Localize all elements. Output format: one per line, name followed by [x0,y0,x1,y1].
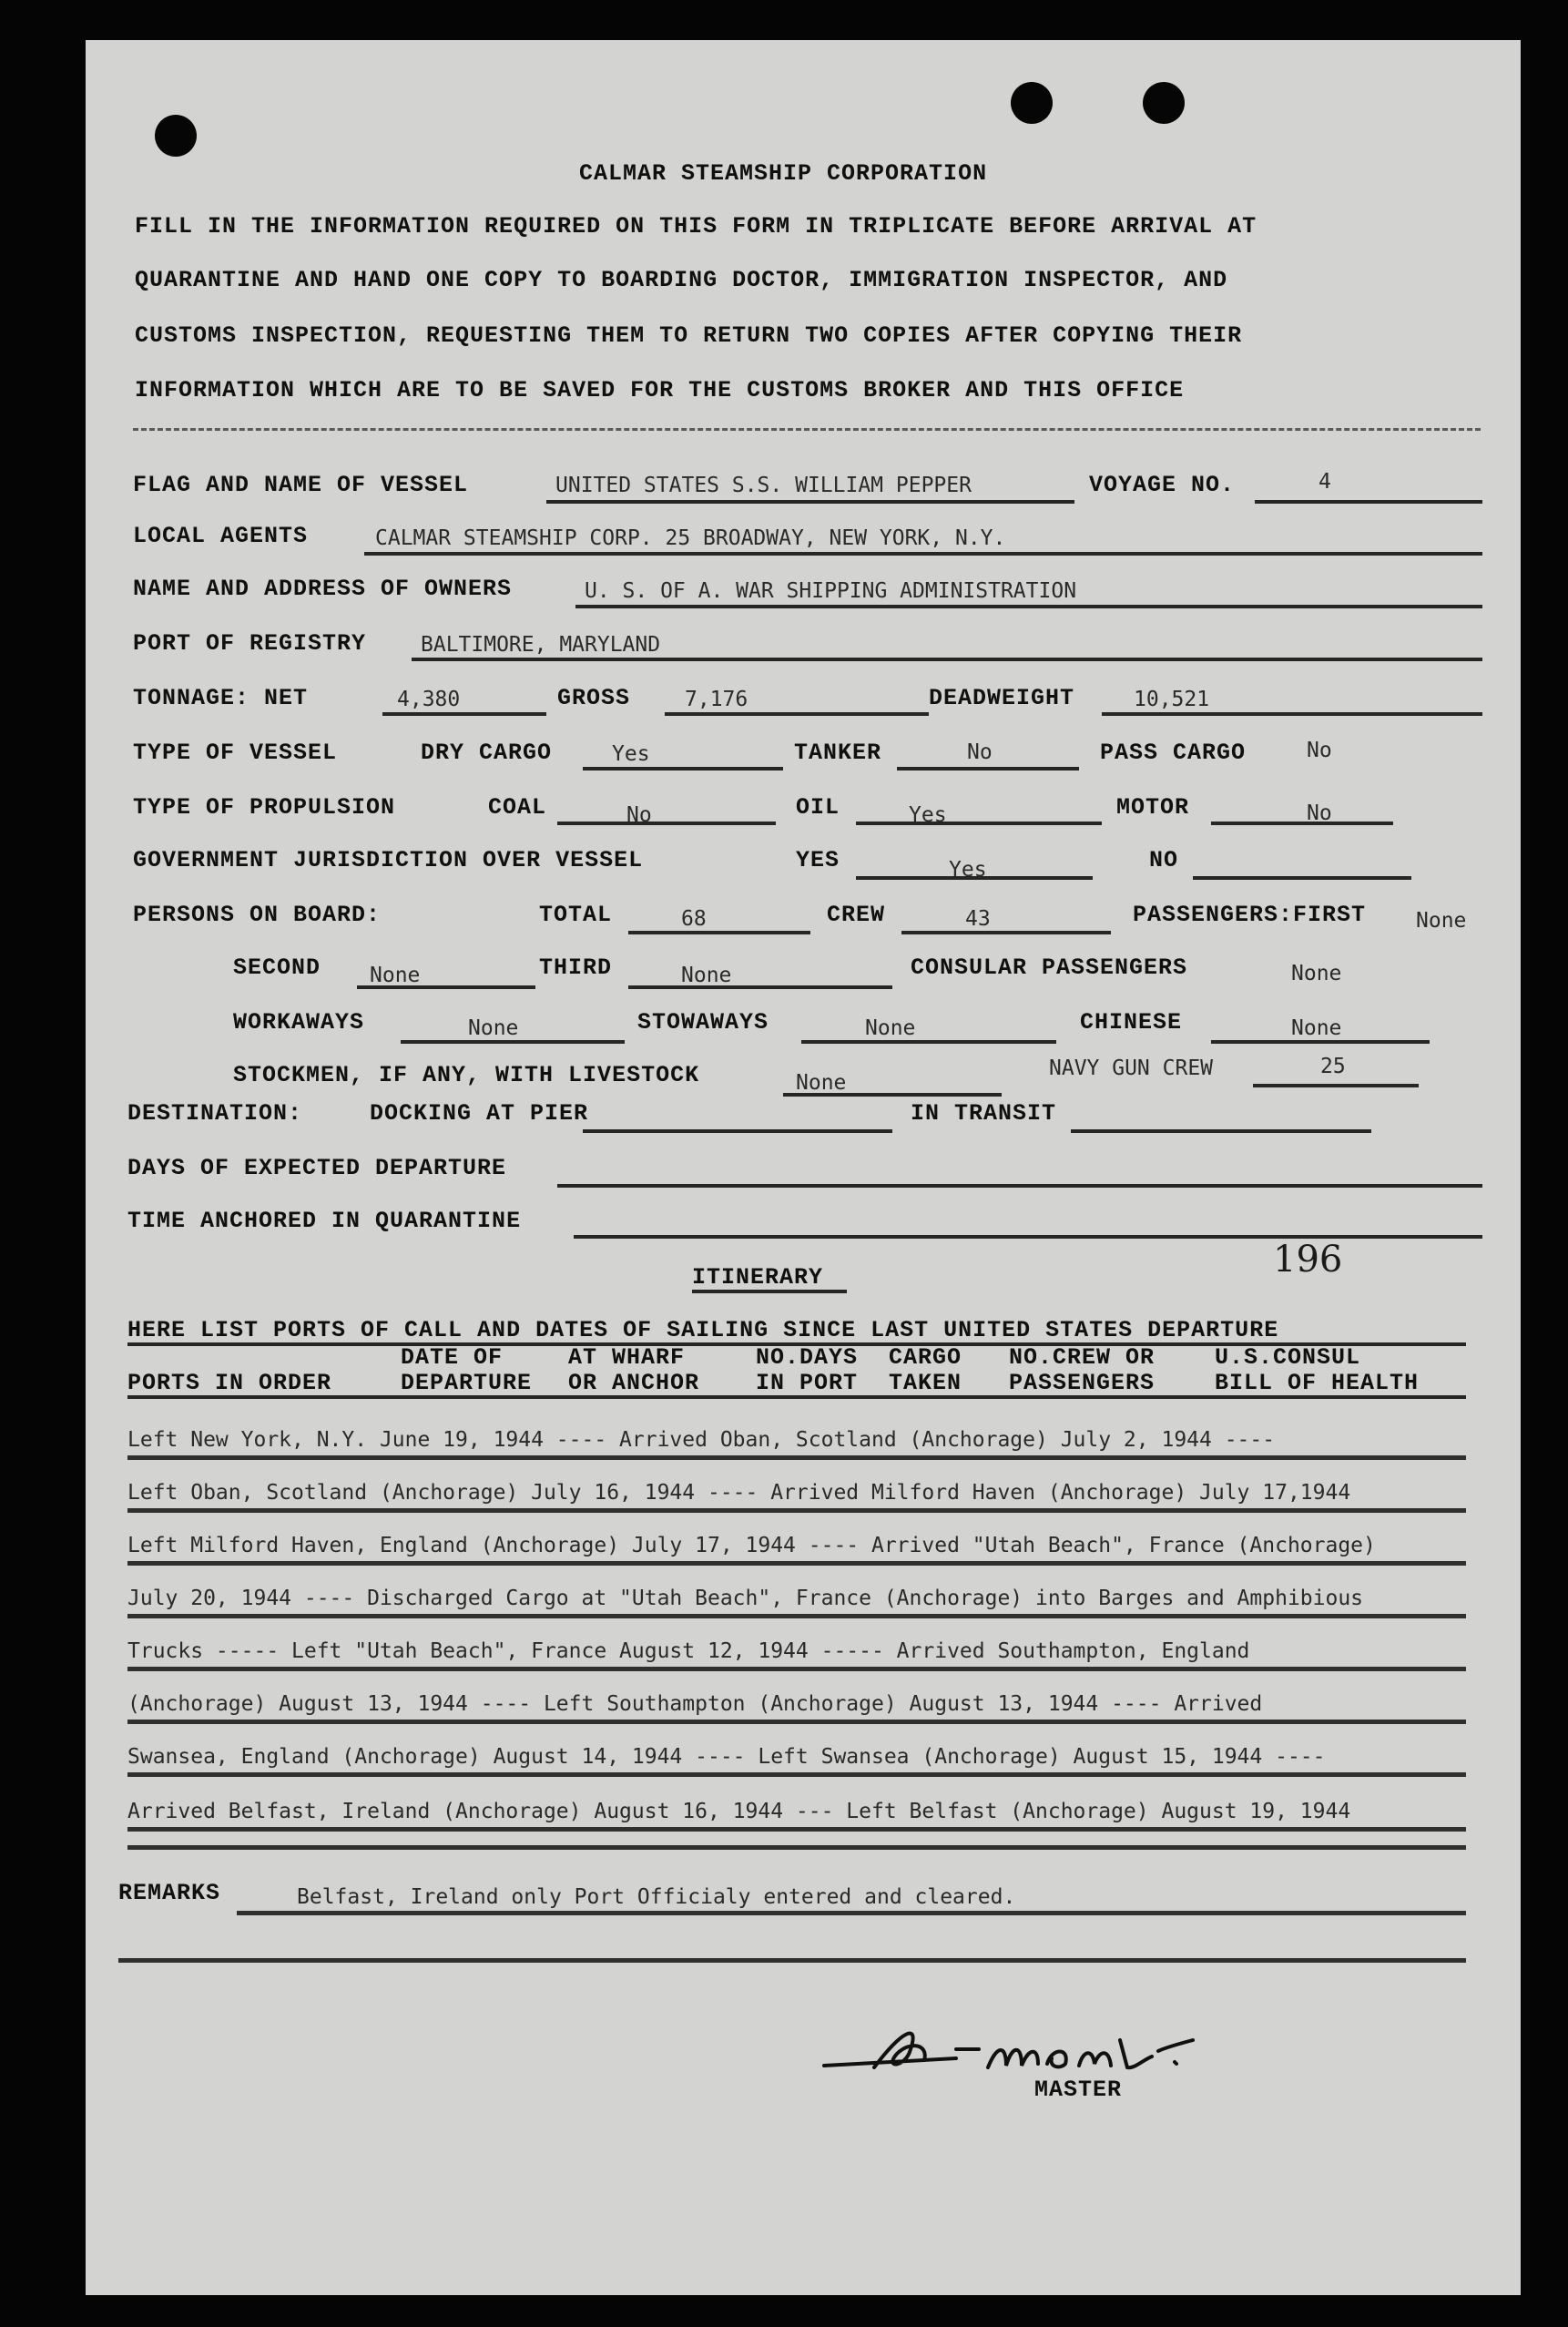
workaways-label: WORKAWAYS [233,1009,365,1036]
itinerary-rule [127,1614,1466,1618]
gun-crew-underline [1253,1084,1419,1087]
registry-underline [412,658,1482,661]
dry-cargo-underline [583,767,783,771]
second-label: SECOND [233,954,321,981]
motor-value: No [1307,801,1332,825]
dry-cargo-value: Yes [612,742,650,766]
col-cargo-top: CARGO [889,1344,962,1371]
departure-label: DAYS OF EXPECTED DEPARTURE [127,1155,507,1181]
crew-underline [901,931,1111,934]
itinerary-line: (Anchorage) August 13, 1944 ---- Left Southampton (Anchorage) August 13, 1944 ---- Arrived [127,1692,1263,1716]
voyage-label: VOYAGE NO. [1089,472,1236,498]
total-value: 68 [681,907,707,931]
itinerary-line: Left Oban, Scotland (Anchorage) July 16, 1944 ---- Arrived Milford Haven (Anchorage) July 17,1944 [127,1481,1351,1505]
yes-value: Yes [949,858,987,882]
chinese-underline [1211,1040,1430,1044]
chinese-label: CHINESE [1080,1009,1183,1036]
consular-value: None [1291,962,1342,985]
total-underline [628,931,810,934]
deadweight-value: 10,521 [1134,688,1210,711]
itinerary-instruction: HERE LIST PORTS OF CALL AND DATES OF SAILING SINCE LAST UNITED STATES DEPARTURE [127,1317,1279,1343]
third-underline [628,985,892,989]
first-label: PASSENGERS:FIRST [1133,902,1367,928]
instruction-line: INFORMATION WHICH ARE TO BE SAVED FOR THE CUSTOMS BROKER AND THIS OFFICE [135,377,1185,403]
gross-label: GROSS [557,685,631,711]
gun-crew-value: 25 [1320,1055,1346,1078]
itinerary-line: Trucks ----- Left "Utah Beach", France August 12, 1944 ----- Arrived Southampton, England [127,1639,1250,1663]
itinerary-rule [127,1720,1466,1724]
propulsion-label: TYPE OF PROPULSION [133,794,396,821]
anchored-underline [574,1235,1482,1239]
flag-value: UNITED STATES S.S. WILLIAM PEPPER [555,474,972,497]
col-wharf-bottom: OR ANCHOR [568,1370,700,1396]
docking-label: DOCKING AT PIER [370,1100,589,1127]
voyage-value: 4 [1319,470,1331,494]
flag-underline [546,500,1074,504]
coal-label: COAL [488,794,547,821]
remarks-label: REMARKS [118,1880,221,1906]
col-wharf-top: AT WHARF [568,1344,686,1371]
stockmen-value: None [796,1071,847,1095]
instruction-line: CUSTOMS INSPECTION, REQUESTING THEM TO RETURN TWO COPIES AFTER COPYING THEIR [135,322,1243,349]
coal-underline [557,822,776,825]
registry-label: PORT OF REGISTRY [133,630,367,657]
workaways-value: None [468,1016,519,1040]
itinerary-rule [127,1508,1466,1513]
stowaways-label: STOWAWAYS [637,1009,769,1036]
stowaways-value: None [865,1016,916,1040]
chinese-value: None [1291,1016,1342,1040]
itinerary-line: Swansea, England (Anchorage) August 14, 1944 ---- Left Swansea (Anchorage) August 15, 1944 ---- [127,1745,1326,1769]
instruction-line: FILL IN THE INFORMATION REQUIRED ON THIS FORM IN TRIPLICATE BEFORE ARRIVAL AT [135,213,1257,240]
itinerary-rule [127,1845,1466,1850]
consular-label: CONSULAR PASSENGERS [911,954,1188,981]
destination-label: DESTINATION: [127,1100,303,1127]
remarks-value: Belfast, Ireland only Port Officialy entered and cleared. [297,1885,1016,1909]
second-value: None [370,964,421,987]
no-underline [1193,876,1411,880]
third-value: None [681,964,732,987]
workaways-underline [401,1040,625,1044]
owners-value: U. S. OF A. WAR SHIPPING ADMINISTRATION [585,579,1077,603]
col-crew-bottom: PASSENGERS [1009,1370,1156,1396]
departure-underline [557,1184,1482,1188]
col-days-top: NO.DAYS [756,1344,859,1371]
col-date-top: DATE OF [401,1344,504,1371]
type-label: TYPE OF VESSEL [133,740,338,766]
owners-underline [575,605,1482,608]
net-value: 4,380 [397,688,461,711]
pass-cargo-value: No [1307,739,1332,762]
remarks-rule [237,1911,1466,1915]
col-crew-top: NO.CREW OR [1009,1344,1156,1371]
instruction-line: QUARANTINE AND HAND ONE COPY TO BOARDING DOCTOR, IMMIGRATION INSPECTOR, AND [135,267,1228,293]
punch-hole [1011,82,1053,124]
agents-underline [364,552,1482,556]
punch-hole [1143,82,1185,124]
tanker-value: No [967,740,993,764]
col-consul-top: U.S.CONSUL [1215,1344,1361,1371]
itinerary-line: July 20, 1944 ---- Discharged Cargo at "Utah Beach", France (Anchorage) into Barges and Amphibious [127,1587,1364,1610]
itinerary-line: Left New York, N.Y. June 19, 1944 ---- Arrived Oban, Scotland (Anchorage) July 2, 1944 ---- [127,1428,1276,1452]
itinerary-rule [127,1561,1466,1566]
signature [820,2004,1220,2086]
persons-label: PERSONS ON BOARD: [133,902,382,928]
col-cargo-bottom: TAKEN [889,1370,962,1396]
no-label: NO [1149,847,1179,873]
gun-crew-label: NAVY GUN CREW [1049,1056,1214,1080]
second-underline [357,985,535,989]
oil-value: Yes [909,803,947,827]
govt-label: GOVERNMENT JURISDICTION OVER VESSEL [133,847,644,873]
agents-label: LOCAL AGENTS [133,523,309,549]
registry-value: BALTIMORE, MARYLAND [421,633,661,657]
stockmen-underline [783,1093,1002,1097]
total-label: TOTAL [539,902,613,928]
anchored-label: TIME ANCHORED IN QUARANTINE [127,1208,522,1234]
itinerary-rule [127,1667,1466,1671]
crew-value: 43 [965,907,991,931]
agents-value: CALMAR STEAMSHIP CORP. 25 BROADWAY, NEW YORK, N.Y. [375,526,1006,550]
crew-label: CREW [827,902,886,928]
header-divider [133,428,1481,431]
owners-label: NAME AND ADDRESS OF OWNERS [133,576,513,602]
oil-label: OIL [796,794,840,821]
yes-label: YES [796,847,840,873]
tonnage-label: TONNAGE: NET [133,685,309,711]
itinerary-rule [127,1772,1466,1777]
stockmen-label: STOCKMEN, IF ANY, WITH LIVESTOCK [233,1062,700,1088]
deadweight-label: DEADWEIGHT [929,685,1075,711]
dry-cargo-label: DRY CARGO [421,740,553,766]
net-underline [382,712,546,716]
third-label: THIRD [539,954,613,981]
company-title: CALMAR STEAMSHIP CORPORATION [579,160,988,187]
tanker-label: TANKER [794,740,882,766]
itinerary-rule [127,1827,1466,1832]
flag-label: FLAG AND NAME OF VESSEL [133,472,469,498]
transit-label: IN TRANSIT [911,1100,1057,1127]
motor-underline [1211,822,1393,825]
yes-underline [856,876,1093,880]
itinerary-rule [127,1455,1466,1460]
col-days-bottom: IN PORT [756,1370,859,1396]
stamp-number: 196 [1273,1239,1343,1281]
oil-underline [856,822,1102,825]
col-ports: PORTS IN ORDER [127,1370,332,1396]
itinerary-title-underline [692,1290,847,1293]
gross-underline [665,712,929,716]
coal-value: No [626,803,652,827]
columns-underline [127,1395,1466,1399]
motor-label: MOTOR [1116,794,1190,821]
docking-underline [583,1129,892,1133]
gross-value: 7,176 [685,688,748,711]
voyage-underline [1255,500,1482,504]
itinerary-title: ITINERARY [692,1264,824,1291]
deadweight-underline [1102,712,1482,716]
itinerary-line: Left Milford Haven, England (Anchorage) July 17, 1944 ---- Arrived "Utah Beach", France (Anchorage) [127,1534,1376,1557]
first-value: None [1416,909,1467,933]
pass-cargo-label: PASS CARGO [1100,740,1247,766]
remarks-rule [118,1958,1466,1963]
tanker-underline [897,767,1079,771]
stowaways-underline [801,1040,1056,1044]
col-consul-bottom: BILL OF HEALTH [1215,1370,1420,1396]
col-date-bottom: DEPARTURE [401,1370,533,1396]
transit-underline [1071,1129,1371,1133]
itinerary-line: Arrived Belfast, Ireland (Anchorage) August 16, 1944 --- Left Belfast (Anchorage) August 19, 1944 [127,1800,1351,1823]
signature-title: MASTER [1034,2077,1123,2103]
punch-hole [155,115,197,157]
